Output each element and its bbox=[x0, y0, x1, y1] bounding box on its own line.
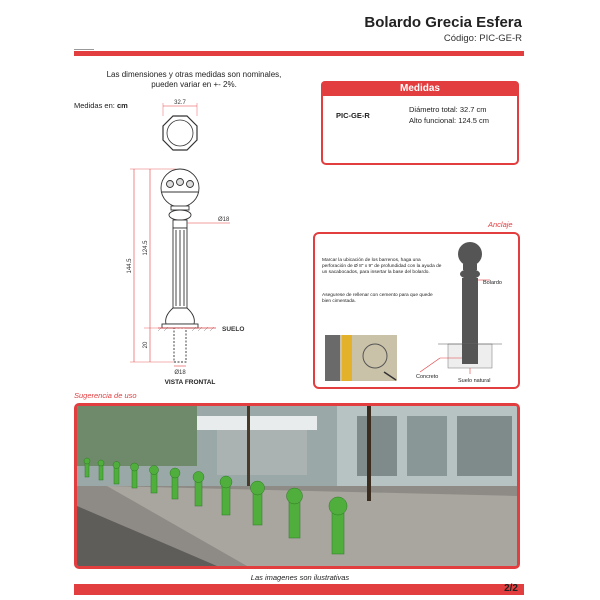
dim-functional-height: 124.5 bbox=[143, 240, 149, 256]
measurements-sku: PIC-GE-R bbox=[336, 111, 370, 120]
dim-embed: 20 bbox=[143, 341, 149, 349]
dim-base-diameter: Ø18 bbox=[174, 370, 186, 376]
anchoring-bollard-shaft bbox=[462, 278, 478, 354]
dim-top-diameter: 32.7 bbox=[174, 100, 186, 106]
callout-concrete: Concreto bbox=[416, 374, 439, 380]
bollard-anchor bbox=[174, 328, 186, 362]
spec-height: Alto funcional: 124.5 cm bbox=[409, 116, 490, 125]
dimensions-note bbox=[74, 70, 314, 90]
document-title: Bolardo Grecia Esfera bbox=[364, 14, 522, 31]
ground-label: SUELO bbox=[222, 326, 245, 333]
callout-bollard: Bolardo bbox=[483, 280, 502, 286]
product-code: Código: PIC-GE-R bbox=[443, 33, 522, 44]
measurements-heading: Medidas bbox=[321, 81, 519, 96]
callout-soil: Suelo natural bbox=[458, 378, 491, 384]
usage-photo-scene bbox=[77, 406, 517, 566]
dimensions-note-line1: Las dimensiones y otras medidas son nominales, bbox=[106, 70, 282, 79]
front-view-drawing bbox=[120, 98, 260, 390]
usage-photo bbox=[74, 403, 520, 569]
dimensions-note-line2: pueden variar en +- 2%. bbox=[151, 80, 237, 89]
footer-bar bbox=[74, 584, 524, 595]
spec-diameter: Diámetro total: 32.7 cm bbox=[409, 105, 487, 114]
bollard-sphere bbox=[161, 169, 199, 207]
units-value: cm bbox=[116, 101, 128, 110]
page-number: 2/2 bbox=[504, 583, 518, 594]
top-view-outline bbox=[163, 116, 197, 150]
header-bar bbox=[74, 51, 524, 56]
anchoring-illustration bbox=[320, 232, 520, 389]
top-view-inner bbox=[167, 120, 193, 146]
photo-caption: Las imagenes son ilustrativas bbox=[250, 573, 350, 582]
anchoring-label: Anclaje bbox=[488, 220, 513, 229]
anchoring-instructions: Marcar la ubicación de los barrenos, haga una perforación de Ø 8" x 9" de profundidad con la ayuda de un sacabocados, para insertar la base del bolardo. bbox=[322, 258, 442, 275]
usage-label: Sugerencia de uso bbox=[74, 391, 137, 400]
dim-mid-diameter: Ø18 bbox=[218, 217, 230, 223]
header-rule bbox=[74, 49, 94, 50]
units-label-text: Medidas en: bbox=[74, 101, 115, 110]
view-label: VISTA FRONTAL bbox=[164, 379, 216, 386]
anchoring-bollard-head bbox=[458, 242, 482, 266]
dim-total-height: 144.5 bbox=[127, 258, 133, 274]
anchoring-note: Asegurese de rellenar con cemento para que quede bien cimentada. bbox=[322, 293, 433, 304]
